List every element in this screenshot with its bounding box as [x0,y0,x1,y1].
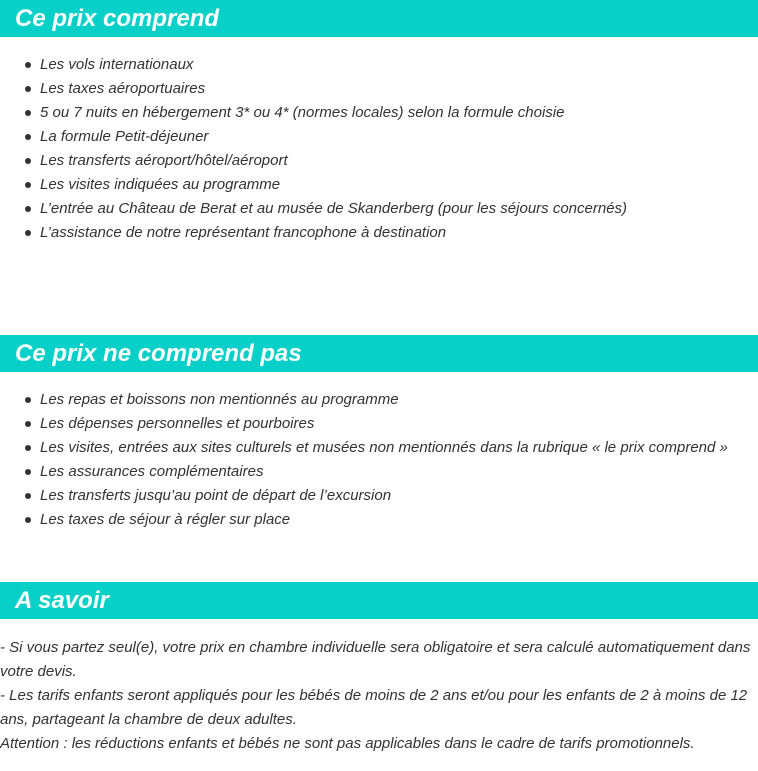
a-savoir-text [0,636,755,756]
bullet-icon [25,517,31,523]
bullet-icon [25,158,31,164]
section-included [0,0,758,245]
paragraph: - Si vous partez seul(e), votre prix en chambre individuelle sera obligatoire et sera calculé automatiquement dans votre devis. [0,639,751,680]
bullet-icon [25,230,31,236]
bullet-icon [25,493,31,499]
list-item: Les vols internationaux [0,53,758,77]
bullet-icon [25,421,31,427]
list-item: Les assurances complémentaires [0,460,758,484]
paragraph: Attention : les réductions enfants et bébés ne sont pas applicables dans le cadre de tarifs promotionnels. [0,735,695,752]
section-title-included: Ce prix comprend [0,0,758,37]
bullet-icon [25,134,31,140]
bullet-icon [25,86,31,92]
bullet-icon [25,469,31,475]
section-title-not-included: Ce prix ne comprend pas [0,335,758,372]
bullet-icon [25,445,31,451]
section-a-savoir [0,582,758,756]
list-item: Les taxes aéroportuaires [0,77,758,101]
bullet-icon [25,206,31,212]
included-list [0,53,758,245]
list-item: Les dépenses personnelles et pourboires [0,412,758,436]
list-item: La formule Petit-déjeuner [0,125,758,149]
list-item: Les repas et boissons non mentionnés au programme [0,388,758,412]
bullet-icon [25,110,31,116]
list-item: Les visites indiquées au programme [0,173,758,197]
paragraph: - Les tarifs enfants seront appliqués pour les bébés de moins de 2 ans et/ou pour les enfants de 2 à moins de 12 ans, partageant la chambre de deux adultes. [0,687,748,728]
list-item: Les taxes de séjour à régler sur place [0,508,758,532]
bullet-icon [25,397,31,403]
bullet-icon [25,182,31,188]
bullet-icon [25,62,31,68]
section-title-a-savoir: A savoir [0,582,758,619]
list-item: Les transferts aéroport/hôtel/aéroport [0,149,758,173]
not-included-list [0,388,758,532]
list-item: Les transferts jusqu’au point de départ de l’excursion [0,484,758,508]
list-item: 5 ou 7 nuits en hébergement 3* ou 4* (normes locales) selon la formule choisie [0,101,758,125]
section-not-included [0,335,758,532]
list-item: Les visites, entrées aux sites culturels et musées non mentionnés dans la rubrique « le prix comprend » [0,436,758,460]
list-item: L’assistance de notre représentant francophone à destination [0,221,758,245]
list-item: L’entrée au Château de Berat et au musée de Skanderberg (pour les séjours concernés) [0,197,758,221]
